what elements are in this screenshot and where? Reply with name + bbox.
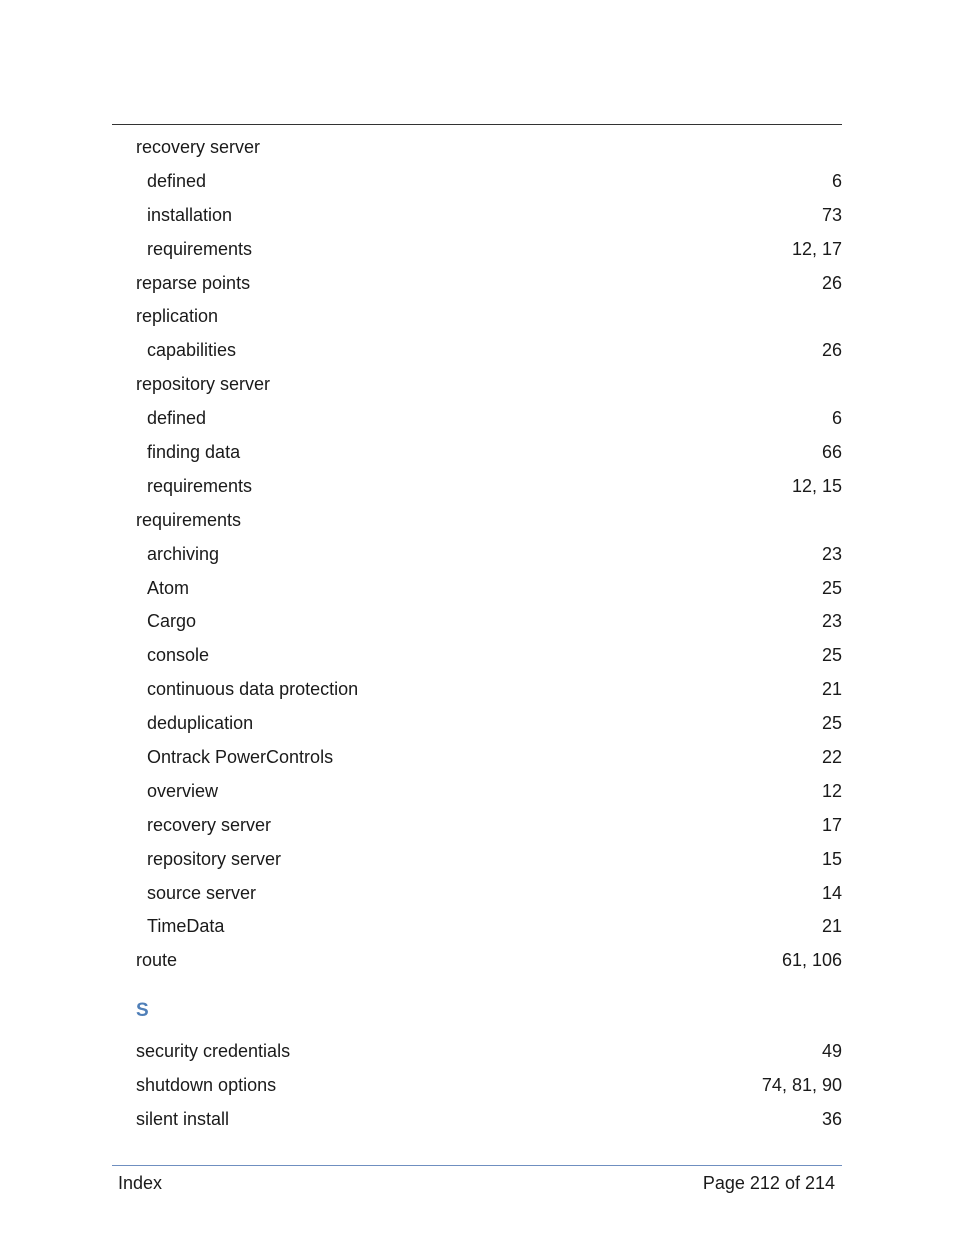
index-page-refs: 21	[821, 679, 842, 700]
index-page-refs: 49	[821, 1040, 842, 1061]
index-page-refs: 6	[831, 170, 842, 191]
index-page-refs: 73	[821, 204, 842, 225]
index-term: repository server	[136, 374, 271, 395]
index-page-refs: 74, 81, 90	[761, 1074, 842, 1095]
index-term: capabilities	[147, 340, 237, 361]
index-page-refs: 25	[821, 645, 842, 666]
index-term: recovery server	[136, 136, 261, 157]
index-term: defined	[147, 408, 207, 429]
index-term: requirements	[147, 238, 253, 259]
index-subentry	[112, 740, 842, 774]
index-page-refs: 26	[821, 272, 842, 293]
footer-page-number: Page 212 of 214	[702, 1173, 835, 1193]
index-subentry	[112, 198, 842, 232]
index-term: silent install	[136, 1108, 230, 1129]
index-subentry	[112, 571, 842, 605]
footer-rule	[112, 1165, 842, 1166]
index-page-refs: 25	[821, 713, 842, 734]
index-subentry	[112, 333, 842, 367]
index-term: Ontrack PowerControls	[147, 746, 334, 767]
index-term: defined	[147, 170, 207, 191]
index-term: recovery server	[147, 814, 272, 835]
index-page-refs: 12, 15	[791, 475, 842, 496]
index-entry	[112, 367, 842, 401]
index-page-refs: 61, 106	[781, 950, 842, 971]
index-term: repository server	[147, 848, 282, 869]
index-entry	[112, 266, 842, 300]
index-entry	[112, 943, 842, 977]
index-subentry	[112, 706, 842, 740]
index-subentry	[112, 774, 842, 808]
letter-heading-s: S	[136, 1000, 149, 1021]
index-page-refs: 26	[821, 340, 842, 361]
index-term: requirements	[136, 509, 242, 530]
index-entry	[112, 130, 842, 164]
index-term: Cargo	[147, 611, 197, 632]
index-entry	[112, 299, 842, 333]
index-subentry	[112, 876, 842, 910]
index-term: overview	[147, 780, 219, 801]
index-term: deduplication	[147, 713, 254, 734]
index-subentry	[112, 232, 842, 266]
index-term: finding data	[147, 441, 241, 462]
index-subentry	[112, 435, 842, 469]
index-term: reparse points	[136, 272, 251, 293]
index-subentry	[112, 672, 842, 706]
index-term: route	[136, 950, 178, 971]
index-term: requirements	[147, 475, 253, 496]
index-entry	[112, 1068, 842, 1102]
index-subentry	[112, 469, 842, 503]
index-page-refs: 12, 17	[791, 238, 842, 259]
index-subentry	[112, 638, 842, 672]
index-subentry	[112, 164, 842, 198]
index-entry	[112, 1034, 842, 1068]
index-term: security credentials	[136, 1040, 291, 1061]
index-term: console	[147, 645, 210, 666]
index-subentry	[112, 401, 842, 435]
index-page-refs: 17	[821, 814, 842, 835]
index-page-refs: 15	[821, 848, 842, 869]
index-term: shutdown options	[136, 1074, 277, 1095]
index-page-refs: 14	[821, 882, 842, 903]
index-term: installation	[147, 204, 233, 225]
index-subentry	[112, 604, 842, 638]
index-page-refs: 66	[821, 441, 842, 462]
index-term: Atom	[147, 577, 190, 598]
index-page-refs: 36	[821, 1108, 842, 1129]
footer-section-label: Index	[118, 1173, 163, 1193]
index-subentry	[112, 842, 842, 876]
index-page-refs: 6	[831, 408, 842, 429]
index-term: replication	[136, 306, 219, 327]
index-page-refs: 22	[821, 746, 842, 767]
index-page-refs: 23	[821, 611, 842, 632]
header-rule	[112, 124, 842, 125]
index-list-r	[112, 130, 842, 977]
index-entry	[112, 1102, 842, 1136]
index-term: continuous data protection	[147, 679, 359, 700]
index-subentry	[112, 808, 842, 842]
page-footer	[118, 1172, 835, 1194]
index-subentry	[112, 537, 842, 571]
index-page-refs: 21	[821, 916, 842, 937]
index-term: archiving	[147, 543, 220, 564]
index-page-refs: 23	[821, 543, 842, 564]
index-term: TimeData	[147, 916, 225, 937]
index-term: source server	[147, 882, 257, 903]
index-list-s	[112, 1034, 842, 1136]
index-subentry	[112, 909, 842, 943]
index-entry	[112, 503, 842, 537]
index-page-refs: 12	[821, 780, 842, 801]
index-page-refs: 25	[821, 577, 842, 598]
